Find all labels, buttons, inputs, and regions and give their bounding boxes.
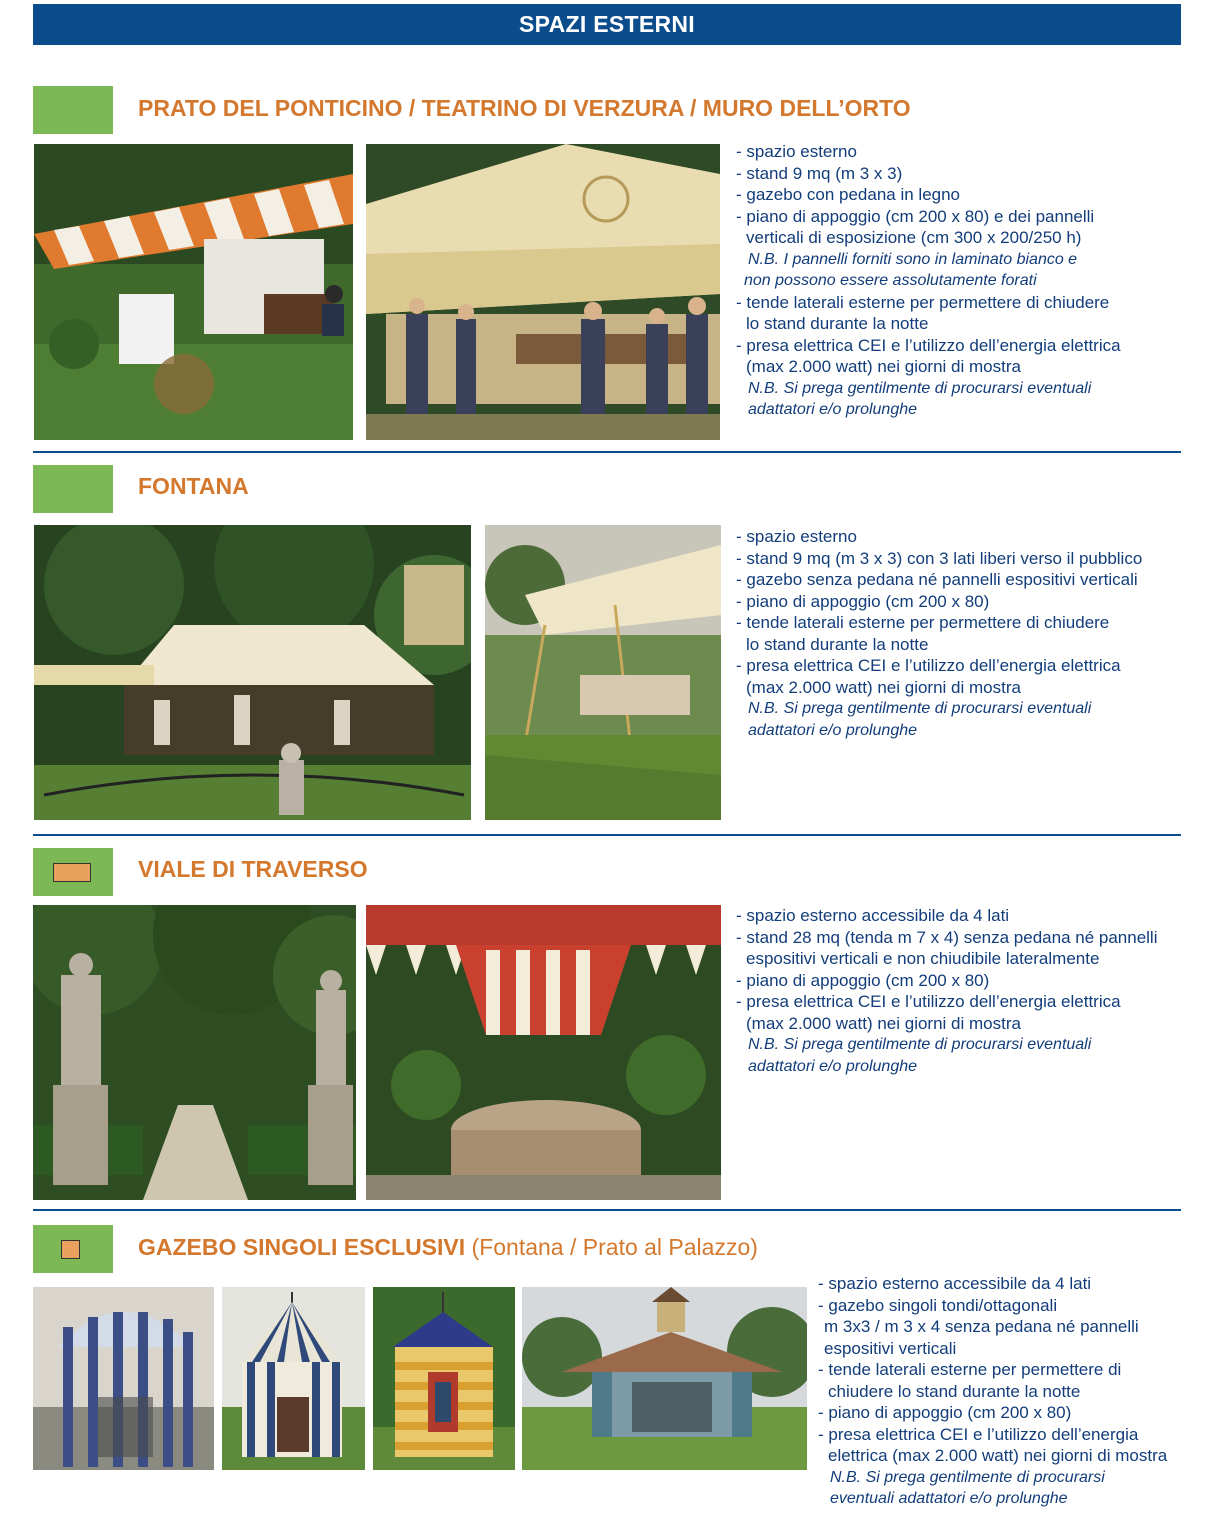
- detail-line: - tende laterali esterne per permettere di chiudere: [736, 292, 1110, 312]
- detail-line: (max 2.000 watt) nei giorni di mostra: [746, 1013, 1021, 1033]
- detail-line: (max 2.000 watt) nei giorni di mostra: [746, 357, 1021, 376]
- section-title: [138, 1234, 758, 1261]
- location-marker-icon: [61, 1240, 80, 1259]
- detail-note: adattatori e/o prolunghe: [748, 721, 918, 739]
- photo-white-tent: [485, 525, 721, 820]
- section-details: [818, 1273, 1208, 1510]
- detail-line: - piano di appoggio (cm 200 x 80): [736, 970, 990, 990]
- detail-line: m 3x3 / m 3 x 4 senza pedana né pannelli: [824, 1317, 1139, 1336]
- photo-fountain-tent: [34, 525, 471, 820]
- detail-line: - gazebo senza pedana né pannelli espositivi verticali: [736, 570, 1138, 589]
- detail-line: - spazio esterno accessibile da 4 lati: [736, 906, 1010, 925]
- detail-line: - piano di appoggio (cm 200 x 80): [818, 1403, 1072, 1422]
- detail-line: - presa elettrica CEI e l’utilizzo dell’energia elettrica: [736, 335, 1121, 355]
- detail-line: - piano di appoggio (cm 200 x 80): [736, 591, 990, 611]
- detail-line: - spazio esterno accessibile da 4 lati: [818, 1274, 1092, 1293]
- detail-note: N.B. Si prega gentilmente di procurarsi: [830, 1468, 1105, 1486]
- detail-line: elettrica (max 2.000 watt) nei giorni di mostra: [828, 1446, 1168, 1465]
- detail-line: - spazio esterno: [736, 527, 857, 546]
- section-title-main: GAZEBO SINGOLI ESCLUSIVI: [138, 1234, 466, 1260]
- detail-note: non possono essere assolutamente forati: [744, 272, 1037, 289]
- photo-striped-tent: [34, 144, 353, 440]
- detail-line: verticali di esposizione (cm 300 x 200/250 h): [746, 228, 1082, 247]
- detail-note: eventuali adattatori e/o prolunghe: [830, 1490, 1068, 1507]
- detail-note: N.B. Si prega gentilmente di procurarsi eventuali: [748, 700, 1092, 717]
- detail-line: lo stand durante la notte: [746, 634, 929, 654]
- photo-red-striped-tent: [366, 905, 721, 1200]
- photo-striped-pavilion: [222, 1287, 365, 1470]
- photo-octagonal-gazebo: [373, 1287, 515, 1470]
- location-marker-icon: [53, 863, 91, 882]
- section-title: FONTANA: [138, 473, 249, 499]
- section-title: PRATO DEL PONTICINO / TEATRINO DI VERZURA / MURO DELL’ORTO: [138, 95, 911, 121]
- detail-line: - gazebo con pedana in legno: [736, 185, 961, 204]
- detail-note: N.B. I pannelli forniti sono in laminato bianco e: [748, 250, 1078, 268]
- detail-note: adattatori e/o prolunghe: [748, 1057, 918, 1075]
- photo-tower-gazebo: [522, 1287, 807, 1470]
- section-marker: [33, 465, 113, 513]
- section-details: [736, 141, 1196, 421]
- section-details: [736, 526, 1196, 741]
- detail-note: N.B. Si prega gentilmente di procurarsi eventuali: [748, 1036, 1092, 1053]
- detail-line: - stand 28 mq (tenda m 7 x 4) senza pedana né pannelli: [736, 927, 1158, 947]
- detail-line: lo stand durante la notte: [746, 314, 929, 333]
- section-divider: [33, 451, 1181, 453]
- detail-line: - stand 9 mq (m 3 x 3) con 3 lati liberi verso il pubblico: [736, 548, 1143, 568]
- detail-line: - presa elettrica CEI e l’utilizzo dell’energia: [818, 1424, 1139, 1444]
- detail-line: espositivi verticali e non chiudibile lateralmente: [746, 949, 1100, 968]
- section-divider: [33, 834, 1181, 836]
- detail-note: N.B. Si prega gentilmente di procurarsi eventuali: [748, 379, 1092, 397]
- detail-line: - spazio esterno: [736, 142, 857, 161]
- photo-canvas-gazebo: [366, 144, 720, 440]
- section-marker: [33, 848, 113, 896]
- detail-line: - tende laterali esterne per permettere di: [818, 1360, 1122, 1379]
- photo-round-gazebo: [33, 1287, 214, 1470]
- detail-line: - presa elettrica CEI e l’utilizzo dell’energia elettrica: [736, 992, 1121, 1011]
- detail-note: adattatori e/o prolunghe: [748, 401, 918, 418]
- section-title: VIALE DI TRAVERSO: [138, 856, 368, 882]
- detail-line: (max 2.000 watt) nei giorni di mostra: [746, 677, 1021, 697]
- section-marker: [33, 86, 113, 134]
- photo-statue-avenue: [33, 905, 356, 1200]
- section-details: [736, 905, 1196, 1077]
- detail-line: chiudere lo stand durante la notte: [828, 1381, 1081, 1401]
- detail-line: - piano di appoggio (cm 200 x 80) e dei pannelli: [736, 206, 1095, 226]
- detail-line: - gazebo singoli tondi/ottagonali: [818, 1295, 1058, 1315]
- detail-line: espositivi verticali: [824, 1338, 957, 1358]
- detail-line: - stand 9 mq (m 3 x 3): [736, 163, 903, 183]
- detail-line: - tende laterali esterne per permettere di chiudere: [736, 613, 1110, 632]
- detail-line: - presa elettrica CEI e l’utilizzo dell’energia elettrica: [736, 656, 1121, 675]
- section-divider: [33, 1209, 1181, 1211]
- page-banner: SPAZI ESTERNI: [33, 4, 1181, 45]
- section-title-sub: (Fontana / Prato al Palazzo): [471, 1234, 758, 1260]
- section-marker: [33, 1225, 113, 1273]
